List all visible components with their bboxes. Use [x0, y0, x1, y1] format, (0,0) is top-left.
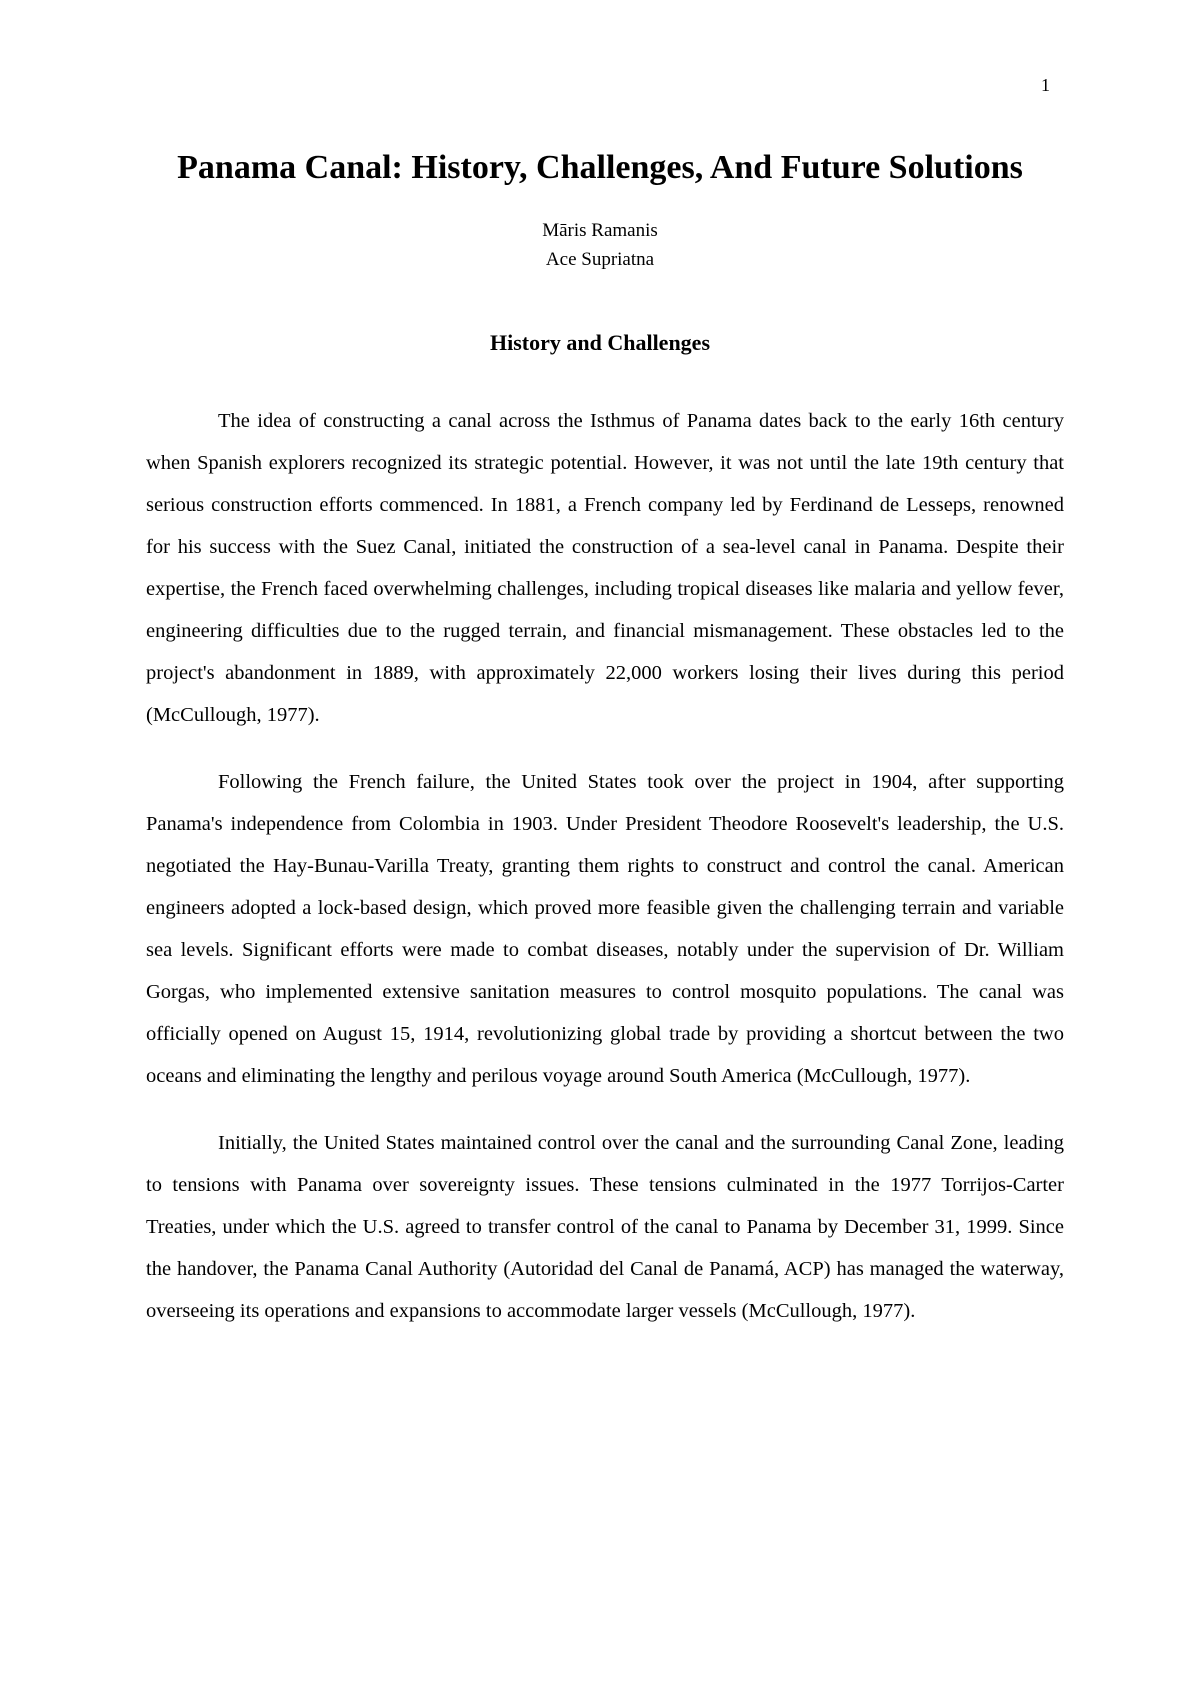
paper-title: Panama Canal: History, Challenges, And Future Solutions	[177, 149, 1023, 186]
body-paragraph: The idea of constructing a canal across the Isthmus of Panama dates back to the early 16th century when Spanish explorers recognized its strategic potential. However, it was not until the late 19th century that serious construction efforts commenced. In 1881, a French company led by Ferdinand de Lesseps, renowned for his success with the Suez Canal, initiated the construction of a sea-level canal in Panama. Despite their expertise, the French faced overwhelming challenges, including tropical diseases like malaria and yellow fever, engineering difficulties due to the rugged terrain, and financial mismanagement. These obstacles led to the project's abandonment in 1889, with approximately 22,000 workers losing their lives during this period (McCullough, 1977).	[146, 410, 1064, 726]
body-paragraph: Initially, the United States maintained control over the canal and the surrounding Canal Zone, leading to tensions with Panama over sovereignty issues. These tensions culminated in the 1977 Torrijos-Carter Treaties, under which the U.S. agreed to transfer control of the canal to Panama by December 31, 1999. Since the handover, the Panama Canal Authority (Autoridad del Canal de Panamá, ACP) has managed the waterway, overseeing its operations and expansions to accommodate larger vessels (McCullough, 1977).	[146, 1132, 1064, 1322]
section-heading: History and Challenges	[489, 330, 711, 355]
author-list	[100, 216, 1100, 274]
author-name: Ace Supriatna	[545, 249, 655, 270]
author-name: Māris Ramanis	[542, 220, 658, 241]
page-number: 1	[1041, 75, 1050, 95]
section-body	[146, 400, 1064, 1357]
body-paragraph: Following the French failure, the United States took over the project in 1904, after supporting Panama's independence from Colombia in 1903. Under President Theodore Roosevelt's leadership, the U.S. negotiated the Hay-Bunau-Varilla Treaty, granting them rights to construct and control the canal. American engineers adopted a lock-based design, which proved more feasible given the challenging terrain and variable sea levels. Significant efforts were made to combat diseases, notably under the supervision of Dr. William Gorgas, who implemented extensive sanitation measures to control mosquito populations. The canal was officially opened on August 15, 1914, revolutionizing global trade by providing a shortcut between the two oceans and eliminating the lengthy and perilous voyage around South America (McCullough, 1977).	[146, 771, 1064, 1087]
